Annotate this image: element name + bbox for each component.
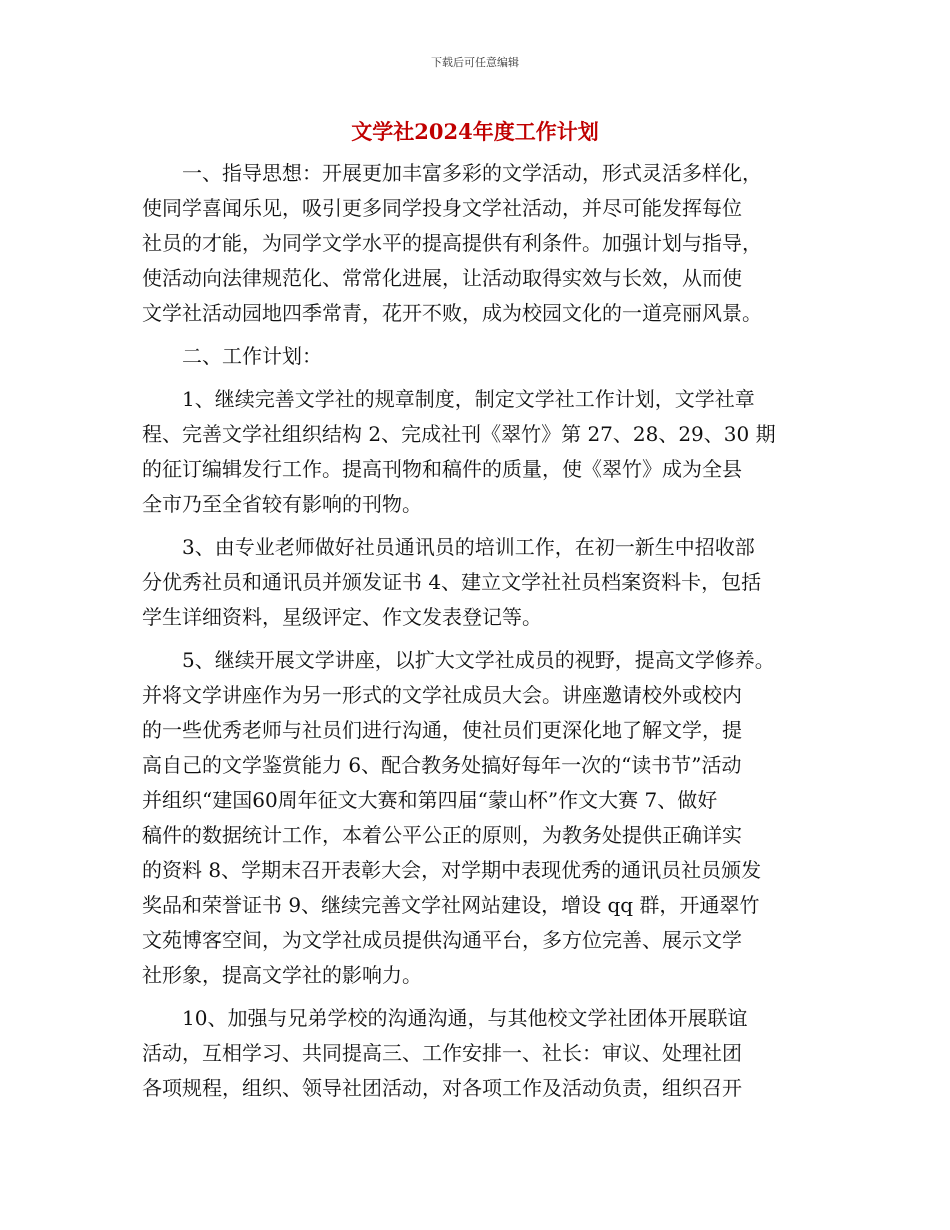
text-line: 使活动向法律规范化、常常化进展，让活动取得实效与长效，从而使: [142, 266, 742, 290]
text-line: 社形象，提高文学社的影响力。: [142, 963, 422, 987]
text-line: 文苑博客空间，为文学社成员提供沟通平台，多方位完善、展示文学: [142, 928, 742, 952]
paragraph-gap: [142, 993, 822, 1001]
paragraph-gap: [142, 635, 822, 643]
text-line: 二、工作计划：: [142, 344, 322, 368]
text-line: 全市乃至全省较有影响的刊物。: [142, 492, 422, 516]
text-line: 分优秀社员和通讯员并颁发证书 4、建立文学社社员档案资料卡，包括: [142, 570, 762, 594]
text-line: 并组织“建国60周年征文大赛和第四届“蒙山杯”作文大赛 7、做好: [142, 788, 718, 812]
text-line: 使同学喜闻乐见，吸引更多同学投身文学社活动，并尽可能发挥每位: [142, 196, 742, 220]
text-line: 一、指导思想：开展更加丰富多彩的文学活动，形式灵活多样化，: [142, 161, 762, 185]
text-line: 并将文学讲座作为另一形式的文学社成员大会。讲座邀请校外或校内: [142, 683, 742, 707]
text-line: 社员的才能，为同学文学水平的提高提供有利条件。加强计划与指导，: [142, 231, 762, 255]
text-line: 各项规程，组织、领导社团活动，对各项工作及活动负责，组织召开: [142, 1076, 742, 1100]
text-line: 程、完善文学社组织结构 2、完成社刊《翠竹》第 27、28、29、30 期: [142, 422, 776, 446]
document-title: 文学社2024年度工作计划: [351, 119, 599, 144]
document-body: [142, 156, 822, 1106]
text-line: 学生详细资料，星级评定、作文发表登记等。: [142, 605, 542, 629]
text-line: 10、加强与兄弟学校的沟通沟通，与其他校文学社团体开展联谊: [142, 1006, 748, 1030]
text-line: 活动，互相学习、共同提高三、工作安排一、社长：审议、处理社团: [142, 1041, 742, 1065]
paragraph-gap: [142, 331, 822, 339]
text-line: 文学社活动园地四季常青，花开不败，成为校园文化的一道亮丽风景。: [142, 301, 762, 325]
text-line: 的资料 8、学期末召开表彰大会，对学期中表现优秀的通讯员社员颁发: [142, 858, 762, 882]
text-line: 高自己的文学鉴赏能力 6、配合教务处搞好每年一次的“读书节”活动: [142, 753, 742, 777]
text-line: 3、由专业老师做好社员通讯员的培训工作，在初一新生中招收部: [142, 535, 755, 559]
text-line: 的一些优秀老师与社员们进行沟通，使社员们更深化地了解文学，提: [142, 718, 742, 742]
page-header: 下载后可任意编辑: [431, 56, 519, 69]
text-line: 的征订编辑发行工作。提高刊物和稿件的质量，使《翠竹》成为全县: [142, 457, 742, 481]
text-line: 奖品和荣誉证书 9、继续完善文学社网站建设，增设 qq 群，开通翠竹: [142, 893, 760, 917]
paragraph-gap: [142, 522, 822, 530]
text-line: 稿件的数据统计工作，本着公平公正的原则，为教务处提供正确详实: [142, 823, 742, 847]
text-line: 1、继续完善文学社的规章制度，制定文学社工作计划，文学社章: [142, 387, 755, 411]
text-line: 5、继续开展文学讲座，以扩大文学社成员的视野，提高文学修养。: [142, 648, 775, 672]
paragraph-gap: [142, 374, 822, 382]
